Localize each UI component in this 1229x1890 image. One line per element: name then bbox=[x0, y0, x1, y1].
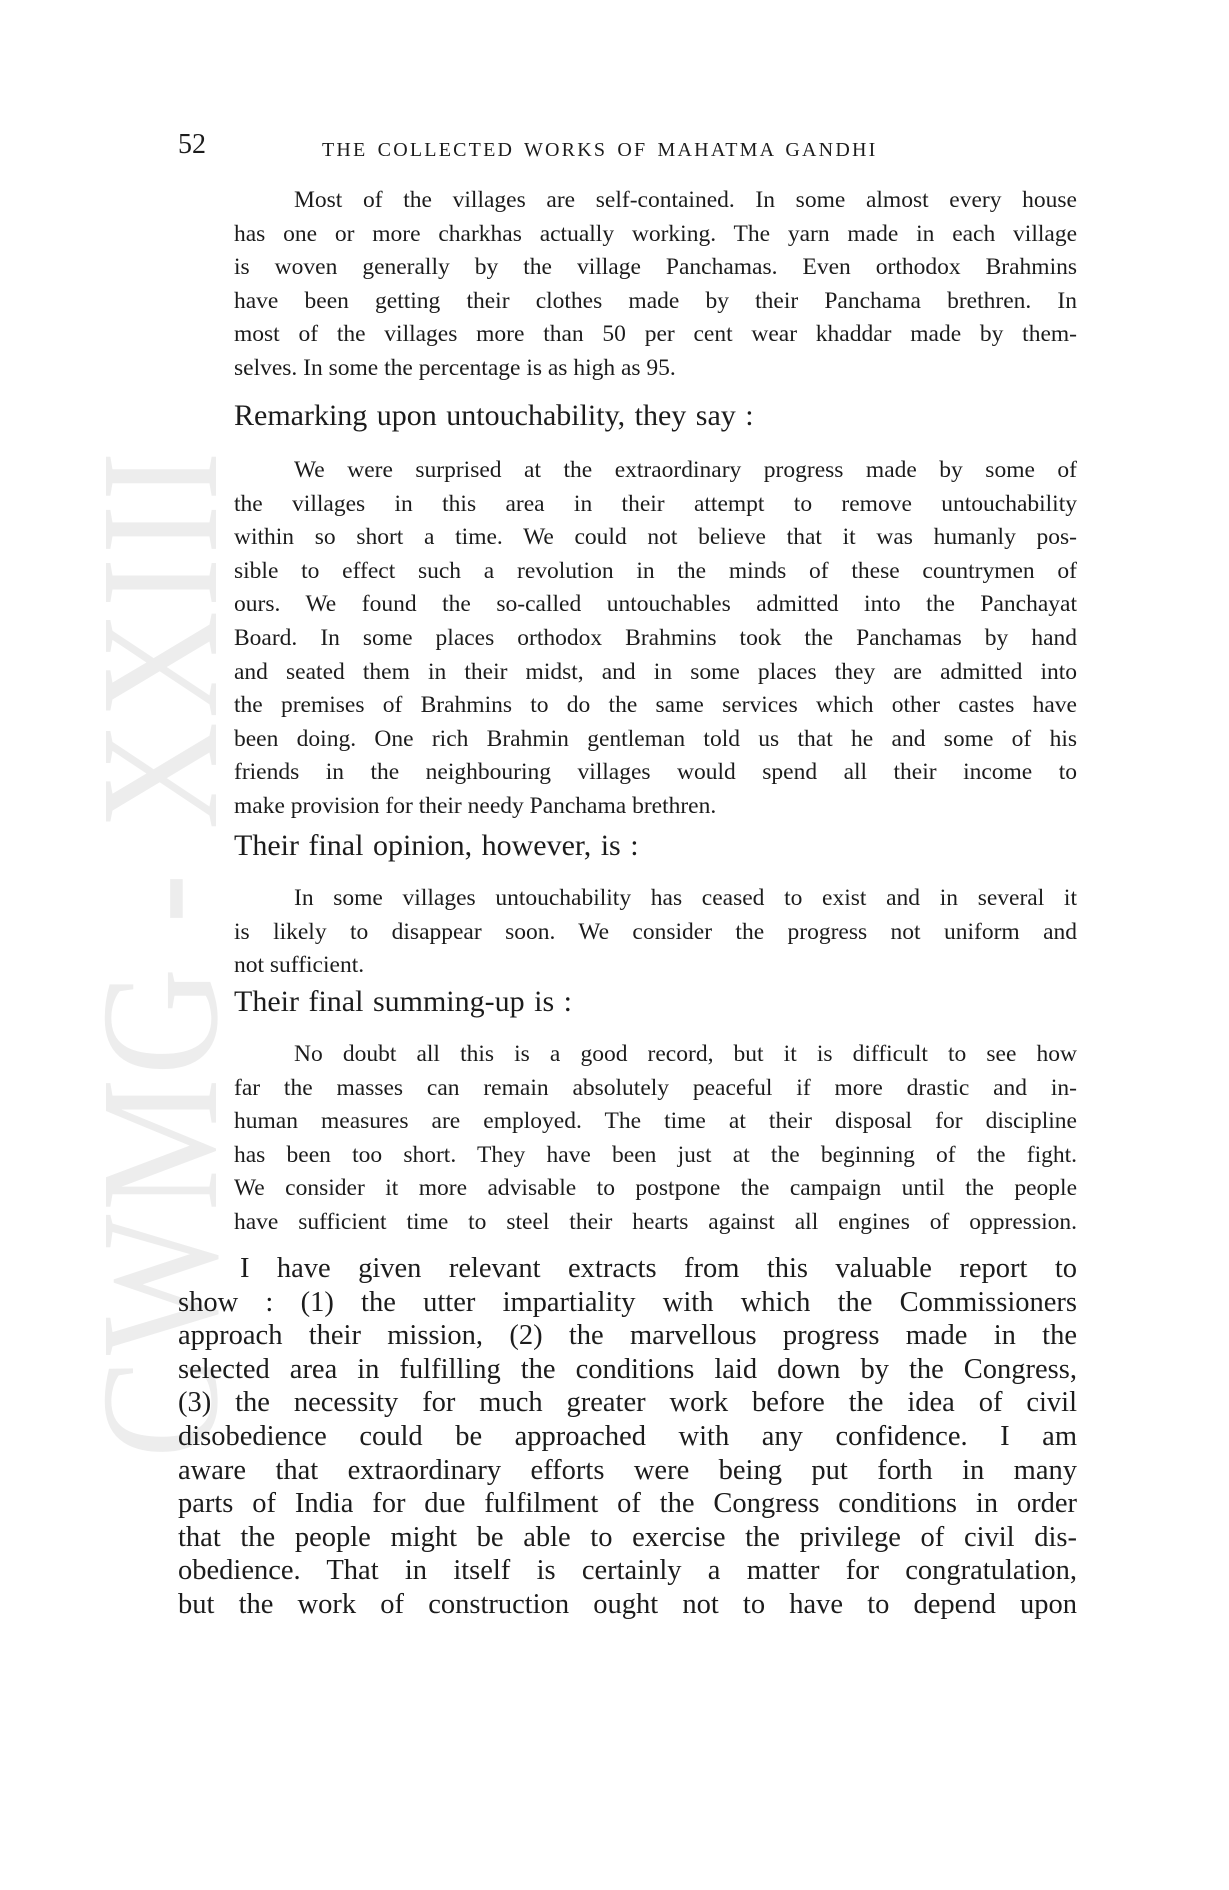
intro-text: Their final summing-up is : bbox=[234, 985, 572, 1018]
body-line: selected area in fulfilling the conditions laid down by the Congress, bbox=[178, 1353, 1077, 1385]
running-head: THE COLLECTED WORKS OF MAHATMA GANDHI bbox=[322, 139, 878, 161]
body-line: obedience. That in itself is certainly a matter for congratulation, bbox=[178, 1555, 1077, 1587]
quote-block-4 bbox=[234, 1038, 1077, 1240]
body-line: that the people might be able to exercise the privilege of civil dis- bbox=[178, 1521, 1077, 1553]
watermark-text: CWMG - XXIII bbox=[67, 318, 253, 1458]
body-line: I have given relevant extracts from this valuable report to bbox=[240, 1253, 1077, 1284]
intro-line-3 bbox=[234, 984, 1077, 1020]
quote-line: friends in the neighbouring villages would spend all their income to bbox=[234, 759, 1077, 786]
body-line: parts of India for due fulfilment of the Congress conditions in order bbox=[178, 1488, 1077, 1520]
quote-line: within so short a time. We could not believe that it was humanly pos- bbox=[234, 524, 1077, 551]
body-line: show : (1) the utter impartiality with which the Commissioners bbox=[178, 1286, 1077, 1318]
body-paragraph bbox=[178, 1252, 1077, 1622]
quote-line: not sufficient. bbox=[234, 952, 365, 979]
quote-line: the premises of Brahmins to do the same services which other castes have bbox=[234, 692, 1077, 719]
quote-line: Most of the villages are self-contained. In some almost every house bbox=[294, 187, 1077, 213]
quote-line: and seated them in their midst, and in some places they are admitted into bbox=[234, 658, 1077, 685]
quote-line: ours. We found the so-called untouchables admitted into the Panchayat bbox=[234, 591, 1077, 618]
body-line: disobedience could be approached with any confidence. I am bbox=[178, 1420, 1077, 1452]
quote-line: have sufficient time to steel their hearts against all engines of oppression. bbox=[234, 1208, 1077, 1235]
quote-line: been doing. One rich Brahmin gentleman told us that he and some of his bbox=[234, 725, 1077, 752]
quote-line: has been too short. They have been just at the beginning of the fight. bbox=[234, 1141, 1077, 1168]
quote-line: make provision for their needy Panchama brethren. bbox=[234, 792, 717, 819]
quote-line: most of the villages more than 50 per cent wear khaddar made by them- bbox=[234, 321, 1077, 348]
intro-line-2 bbox=[234, 828, 1077, 864]
intro-text: Remarking upon untouchability, they say : bbox=[234, 399, 754, 432]
quote-line: far the masses can remain absolutely peaceful if more drastic and in- bbox=[234, 1074, 1077, 1101]
quote-line: sible to effect such a revolution in the minds of these countrymen of bbox=[234, 557, 1077, 584]
quote-line: selves. In some the percentage is as high as 95. bbox=[234, 354, 676, 381]
intro-text: Their final opinion, however, is : bbox=[234, 829, 639, 862]
quote-block-3 bbox=[234, 882, 1077, 983]
quote-line: is woven generally by the village Panchamas. Even orthodox Brahmins bbox=[234, 254, 1077, 281]
body-line: approach their mission, (2) the marvellous progress made in the bbox=[178, 1320, 1077, 1352]
quote-line: No doubt all this is a good record, but it is difficult to see how bbox=[294, 1041, 1077, 1067]
body-line: aware that extraordinary efforts were being put forth in many bbox=[178, 1454, 1077, 1486]
body-line: (3) the necessity for much greater work before the idea of civil bbox=[178, 1387, 1077, 1419]
quote-line: We consider it more advisable to postpone the campaign until the people bbox=[234, 1175, 1077, 1202]
quote-block-2 bbox=[234, 454, 1077, 824]
quote-line: is likely to disappear soon. We consider the progress not uniform and bbox=[234, 918, 1077, 945]
page-header bbox=[0, 130, 1229, 170]
quote-line: has one or more charkhas actually working. The yarn made in each village bbox=[234, 220, 1077, 247]
quote-block-1 bbox=[234, 184, 1077, 386]
quote-line: human measures are employed. The time at their disposal for discipline bbox=[234, 1108, 1077, 1135]
body-line: but the work of construction ought not to have to depend upon bbox=[178, 1588, 1077, 1620]
quote-line: In some villages untouchability has ceased to exist and in several it bbox=[294, 885, 1077, 911]
intro-line-1 bbox=[234, 398, 1077, 434]
quote-line: Board. In some places orthodox Brahmins took the Panchamas by hand bbox=[234, 624, 1077, 651]
quote-line: the villages in this area in their attempt to remove untouchability bbox=[234, 490, 1077, 517]
quote-line: We were surprised at the extraordinary progress made by some of bbox=[294, 457, 1077, 483]
quote-line: have been getting their clothes made by their Panchama brethren. In bbox=[234, 287, 1077, 314]
page-number: 52 bbox=[178, 129, 206, 160]
